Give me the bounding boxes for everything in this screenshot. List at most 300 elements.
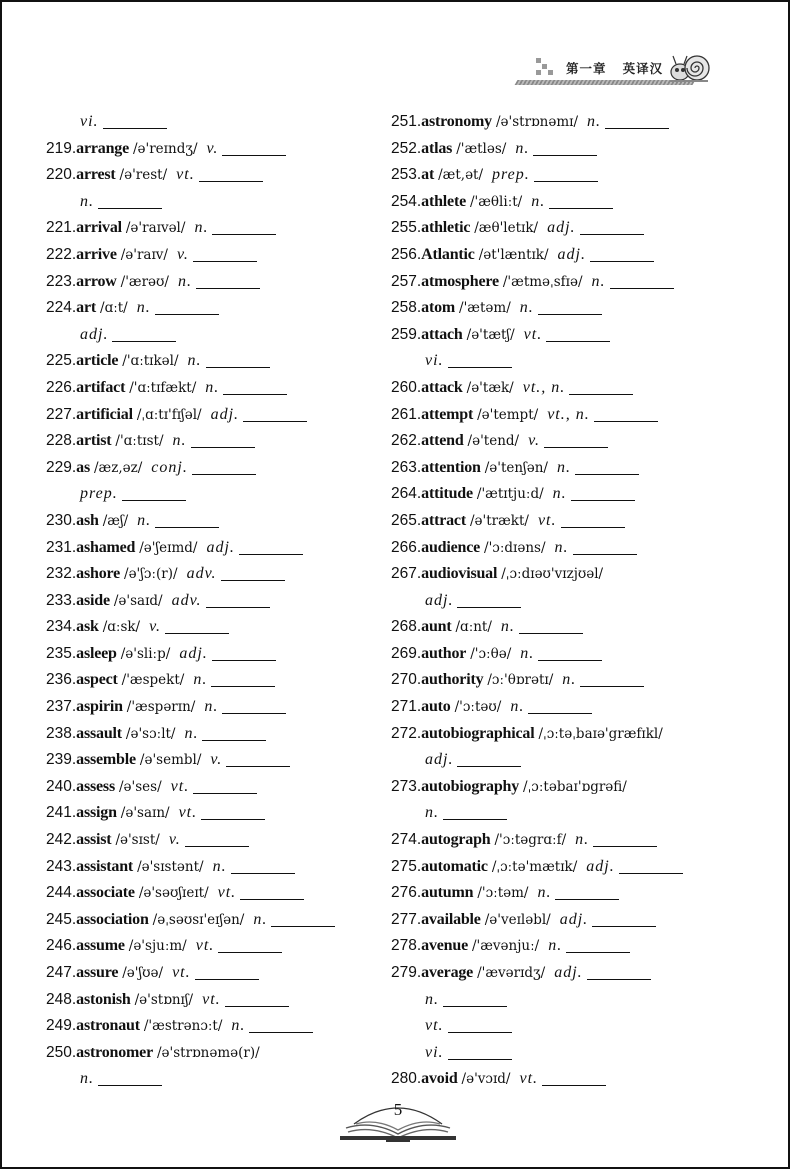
headword: article: [76, 352, 119, 370]
answer-blank[interactable]: [199, 165, 263, 182]
part-of-speech: vi.: [425, 352, 444, 370]
answer-blank[interactable]: [593, 830, 657, 847]
answer-blank[interactable]: [533, 139, 597, 156]
answer-blank[interactable]: [206, 351, 270, 368]
phonetic: /ɔː'θɒrətɪ/: [487, 672, 554, 689]
headword: available: [421, 910, 481, 928]
entry-number: 227.: [46, 405, 77, 423]
vocab-entry: [46, 773, 335, 800]
part-of-speech: n.: [204, 698, 219, 716]
headword: atmosphere: [421, 272, 499, 290]
part-of-speech: n.: [531, 192, 546, 210]
headword: arrival: [76, 219, 122, 237]
sub-definition-row: [46, 480, 335, 507]
vocab-entry: [46, 986, 335, 1013]
phonetic: /'ævənjuː/: [471, 938, 540, 955]
entry-number: 255.: [391, 219, 422, 237]
answer-blank[interactable]: [112, 325, 176, 342]
entry-number: 275.: [391, 857, 422, 875]
part-of-speech: n.: [587, 113, 602, 130]
phonetic: /'ɑːtɪkəl/: [122, 353, 179, 370]
part-of-speech: v.: [528, 432, 541, 450]
part-of-speech: n.: [425, 804, 439, 822]
answer-blank[interactable]: [519, 617, 583, 634]
phonetic: /ə'saɪd/: [113, 592, 163, 609]
vocab-entry: [46, 161, 335, 188]
entry-number: 276.: [391, 884, 422, 902]
phonetic: /'ɑːtɪfækt/: [129, 379, 197, 396]
answer-blank[interactable]: [201, 803, 265, 820]
headword: art: [76, 299, 97, 317]
answer-blank[interactable]: [587, 963, 651, 980]
part-of-speech: adj.: [559, 910, 589, 928]
answer-blank[interactable]: [538, 644, 602, 661]
headword: ashore: [76, 565, 121, 583]
sub-definition-row: [391, 1012, 683, 1039]
answer-blank[interactable]: [573, 538, 637, 555]
headword: association: [76, 910, 149, 928]
part-of-speech: conj.: [151, 458, 188, 476]
vocab-entry: [391, 268, 683, 295]
headword: attract: [421, 511, 466, 529]
answer-blank[interactable]: [580, 218, 644, 235]
headword: audience: [421, 538, 481, 556]
vocab-entry: [46, 401, 335, 428]
headword: arrange: [76, 139, 129, 157]
vocab-entry: [391, 879, 683, 906]
vocab-entry: [391, 321, 683, 348]
entry-number: 239.: [46, 751, 77, 769]
part-of-speech: n.: [519, 299, 534, 317]
sub-definition-row: [46, 1065, 335, 1092]
left-column: [46, 108, 335, 1092]
answer-blank[interactable]: [225, 990, 289, 1007]
headword: Atlantic: [421, 245, 475, 263]
answer-blank[interactable]: [193, 777, 257, 794]
vocab-entry: [391, 108, 683, 135]
phonetic: /ə'tend/: [467, 433, 520, 450]
headword: atom: [421, 299, 456, 317]
headword: automatic: [421, 857, 488, 875]
entry-number: 279.: [391, 964, 422, 981]
headword: author: [421, 644, 467, 662]
headword: assist: [76, 831, 112, 849]
answer-blank[interactable]: [457, 750, 521, 767]
entry-number: 267.: [391, 565, 422, 583]
answer-blank[interactable]: [448, 351, 512, 368]
entry-number: 237.: [46, 698, 77, 716]
entry-number: 229.: [46, 458, 77, 476]
phonetic: /ə'ʃeɪmd/: [139, 539, 198, 556]
answer-blank[interactable]: [605, 112, 669, 129]
phonetic: /ə'strɒnəmɪ/: [495, 114, 579, 130]
headword: ashamed: [76, 538, 136, 556]
headword: assume: [76, 937, 125, 955]
headword: assess: [76, 777, 115, 795]
answer-blank[interactable]: [211, 670, 275, 687]
part-of-speech: n.: [554, 538, 569, 556]
vocab-entry: [46, 534, 335, 561]
entry-number: 252.: [391, 139, 422, 157]
entry-number: 246.: [46, 937, 77, 955]
vocab-entry: [46, 214, 335, 241]
vocab-entry: [391, 906, 683, 933]
headword: autumn: [421, 884, 474, 902]
entry-number: 234.: [46, 618, 77, 636]
phonetic: /'ætməˌsfɪə/: [502, 273, 583, 290]
answer-blank[interactable]: [231, 857, 295, 874]
answer-blank[interactable]: [571, 484, 635, 501]
vocab-entry: [391, 294, 683, 321]
headword: audiovisual: [421, 565, 498, 583]
answer-blank[interactable]: [443, 990, 507, 1007]
entry-number: 225.: [46, 352, 77, 370]
headword: attach: [421, 325, 463, 343]
vocab-entry: [46, 720, 335, 747]
answer-blank[interactable]: [457, 591, 521, 608]
headword: assistant: [76, 857, 134, 875]
phonetic: /'æspərɪn/: [126, 699, 196, 716]
answer-blank[interactable]: [569, 378, 633, 395]
phonetic: /'ɔːtəm/: [477, 885, 529, 902]
sub-definition-row: [391, 1039, 683, 1066]
headword: average: [421, 964, 474, 981]
phonetic: /ˌɔːtə'mætɪk/: [491, 858, 578, 875]
entry-number: 260.: [391, 378, 422, 396]
headword: authority: [421, 671, 484, 689]
vocab-entry: [46, 347, 335, 374]
phonetic: /ə'ʃɔː(r)/: [124, 566, 178, 583]
vocab-entry: [391, 188, 683, 215]
part-of-speech: n.: [556, 458, 571, 476]
headword: attend: [421, 432, 464, 450]
answer-blank[interactable]: [122, 484, 186, 501]
part-of-speech: vt.: [176, 166, 195, 184]
vocab-entry: [391, 480, 683, 507]
page-number: 5: [393, 1100, 403, 1119]
answer-blank[interactable]: [448, 1016, 512, 1033]
phonetic: /ɑːnt/: [455, 619, 492, 636]
vocab-entry: [46, 587, 335, 614]
vocab-entry: [46, 427, 335, 454]
chapter-title: [566, 59, 663, 77]
entry-number: 277.: [391, 910, 422, 928]
phonetic: /ə'raɪvəl/: [125, 220, 186, 237]
vocab-entry: [46, 268, 335, 295]
sub-definition-row: [46, 108, 335, 135]
part-of-speech: vt.: [425, 1017, 444, 1035]
answer-blank[interactable]: [196, 272, 260, 289]
vocab-entry: [46, 135, 335, 162]
answer-blank[interactable]: [528, 697, 592, 714]
headword: ash: [76, 511, 99, 529]
part-of-speech: adj.: [206, 538, 235, 556]
part-of-speech: adj.: [557, 245, 586, 263]
vocab-entry: [391, 959, 683, 986]
phonetic: /'ɔːtəgrɑːf/: [494, 832, 567, 849]
part-of-speech: adj.: [554, 964, 583, 981]
answer-blank[interactable]: [549, 192, 613, 209]
phonetic: /æz,əz/: [94, 459, 143, 476]
answer-blank[interactable]: [226, 750, 290, 767]
phonetic: /ə'saɪn/: [120, 805, 170, 822]
part-of-speech: v.: [168, 831, 181, 849]
phonetic: /ə'tempt/: [477, 406, 539, 423]
entry-number: 242.: [46, 831, 77, 849]
phonetic: /ət'læntɪk/: [478, 246, 549, 263]
part-of-speech: vt., n.: [522, 378, 566, 396]
answer-blank[interactable]: [218, 936, 282, 953]
part-of-speech: v.: [210, 751, 223, 769]
part-of-speech: n.: [520, 644, 535, 662]
part-of-speech: vt.: [523, 325, 543, 343]
answer-blank[interactable]: [191, 431, 255, 448]
vocab-entry: [46, 826, 335, 853]
entry-number: 272.: [391, 724, 422, 742]
vocab-entry: [391, 534, 683, 561]
answer-blank[interactable]: [538, 298, 602, 315]
answer-blank[interactable]: [165, 617, 229, 634]
headword: autograph: [421, 831, 491, 849]
part-of-speech: vt.: [172, 964, 191, 981]
vocab-entry: [46, 693, 335, 720]
entry-number: 228.: [46, 432, 77, 450]
phonetic: /'ævərɪdʒ/: [477, 965, 546, 981]
phonetic: /ˌɔːdɪəʊ'vɪzjʊəl/: [501, 566, 604, 583]
vocab-entry: [46, 879, 335, 906]
entry-number: 231.: [46, 538, 77, 556]
answer-blank[interactable]: [448, 1043, 512, 1060]
sub-definition-row: [46, 321, 335, 348]
answer-blank[interactable]: [222, 139, 286, 156]
part-of-speech: n.: [205, 378, 220, 396]
entry-number: 238.: [46, 724, 77, 742]
page-footer: [336, 1098, 460, 1144]
part-of-speech: n.: [548, 937, 563, 955]
vocab-entry: [391, 560, 683, 587]
answer-blank[interactable]: [155, 511, 219, 528]
answer-blank[interactable]: [239, 538, 303, 555]
answer-blank[interactable]: [192, 458, 256, 475]
vocab-entry: [391, 853, 683, 880]
sub-definition-row: [391, 799, 683, 826]
answer-blank[interactable]: [619, 857, 683, 874]
phonetic: /'æθliːt/: [469, 193, 523, 210]
headword: assemble: [76, 751, 136, 769]
entry-number: 258.: [391, 299, 422, 317]
phonetic: /ə'sjuːm/: [128, 938, 187, 955]
vocab-entry: [391, 826, 683, 853]
part-of-speech: vi.: [425, 1043, 444, 1061]
answer-blank[interactable]: [223, 378, 287, 395]
entry-number: 220.: [46, 166, 77, 184]
vocab-entry: [46, 1012, 335, 1039]
vocab-entry: [46, 746, 335, 773]
answer-blank[interactable]: [221, 564, 285, 581]
phonetic: /ə'tætʃ/: [466, 326, 515, 343]
phonetic: /'ɔːθə/: [470, 645, 512, 662]
vocab-entry: [391, 507, 683, 534]
part-of-speech: n.: [575, 831, 590, 849]
vocab-entry: [391, 640, 683, 667]
answer-blank[interactable]: [542, 1069, 606, 1086]
answer-blank[interactable]: [546, 325, 610, 342]
headword: assign: [76, 804, 117, 822]
entry-number: 233.: [46, 591, 77, 609]
phonetic: /ə'stɒnɪʃ/: [134, 991, 194, 1008]
entry-number: 259.: [391, 325, 422, 343]
answer-blank[interactable]: [249, 1016, 313, 1033]
answer-blank[interactable]: [594, 405, 658, 422]
answer-blank[interactable]: [185, 830, 249, 847]
part-of-speech: vt.: [537, 511, 557, 529]
headword: auto: [421, 698, 451, 716]
phonetic: /ə'sɪst/: [115, 832, 160, 849]
answer-blank[interactable]: [98, 1069, 162, 1086]
entry-number: 235.: [46, 644, 77, 662]
part-of-speech: vt.: [170, 777, 190, 795]
answer-blank[interactable]: [271, 910, 335, 927]
entry-number: 268.: [391, 618, 422, 636]
entry-number: 245.: [46, 910, 77, 928]
vocab-entry: [46, 374, 335, 401]
part-of-speech: adj.: [547, 219, 576, 237]
vocab-entry: [391, 401, 683, 428]
answer-blank[interactable]: [195, 963, 259, 980]
vocab-entry: [391, 427, 683, 454]
answer-blank[interactable]: [240, 883, 304, 900]
vocab-entry: [46, 613, 335, 640]
entry-number: 253.: [391, 166, 422, 184]
entry-number: 278.: [391, 937, 422, 955]
part-of-speech: n.: [184, 724, 199, 742]
part-of-speech: n.: [137, 511, 152, 529]
answer-blank[interactable]: [555, 883, 619, 900]
part-of-speech: v.: [176, 245, 189, 263]
entry-number: 221.: [46, 219, 77, 237]
headword: assure: [76, 964, 119, 981]
phonetic: /'ɔːdɪəns/: [484, 539, 546, 556]
vocab-entry: [46, 507, 335, 534]
phonetic: /ə'ses/: [118, 778, 162, 795]
answer-blank[interactable]: [206, 591, 270, 608]
right-column: [391, 108, 683, 1092]
vocab-entry: [391, 693, 683, 720]
headword: avoid: [421, 1070, 458, 1088]
entry-number: 274.: [391, 831, 422, 849]
phonetic: /'ætɪtjuːd/: [476, 486, 544, 503]
headword: artificial: [76, 405, 133, 423]
part-of-speech: vt.: [202, 990, 221, 1008]
answer-blank[interactable]: [561, 511, 625, 528]
answer-blank[interactable]: [155, 298, 219, 315]
headword: attitude: [421, 485, 473, 503]
phonetic: /ə'tæk/: [466, 379, 514, 396]
part-of-speech: n.: [194, 219, 209, 237]
phonetic: /'æstrənɔːt/: [143, 1018, 223, 1035]
answer-blank[interactable]: [575, 458, 639, 475]
headword: associate: [76, 884, 135, 902]
part-of-speech: adj.: [586, 857, 615, 875]
entry-number: 266.: [391, 538, 422, 556]
part-of-speech: vt.: [195, 937, 215, 955]
part-of-speech: adv.: [171, 591, 202, 609]
vocab-entry: [46, 560, 335, 587]
entry-number: 222.: [46, 245, 77, 263]
headword: atlas: [421, 139, 453, 157]
phonetic: /'ɔːtəʊ/: [454, 699, 502, 716]
headword: astronomy: [421, 113, 492, 130]
section-label: 英译汉: [622, 61, 664, 76]
headword: artifact: [76, 378, 126, 396]
vocab-entry: [46, 959, 335, 986]
entry-number: 240.: [46, 777, 77, 795]
answer-blank[interactable]: [212, 644, 276, 661]
part-of-speech: n.: [425, 990, 439, 1008]
phonetic: /'ɑːtɪst/: [115, 433, 164, 450]
vocab-entry: [46, 241, 335, 268]
part-of-speech: n.: [591, 272, 606, 290]
answer-blank[interactable]: [590, 245, 654, 262]
entry-number: 243.: [46, 857, 77, 875]
phonetic: /ə'sliːp/: [120, 645, 171, 662]
entry-number: 236.: [46, 671, 77, 689]
phonetic: /æθ'letɪk/: [474, 220, 539, 237]
headword: aspect: [76, 671, 118, 689]
checker-decoration-icon: [536, 58, 554, 76]
part-of-speech: n.: [500, 618, 515, 636]
phonetic: /ˌɔːtəbaɪ'ɒgrəfi/: [523, 778, 627, 795]
answer-blank[interactable]: [193, 245, 257, 262]
part-of-speech: vi.: [80, 113, 99, 130]
part-of-speech: n.: [80, 192, 94, 210]
part-of-speech: vt.: [217, 884, 237, 902]
answer-blank[interactable]: [243, 405, 307, 422]
headword: aside: [76, 591, 110, 609]
answer-blank[interactable]: [222, 697, 286, 714]
entry-number: 273.: [391, 777, 422, 795]
part-of-speech: adj.: [425, 751, 454, 769]
answer-blank[interactable]: [566, 936, 630, 953]
part-of-speech: adj.: [80, 325, 109, 343]
headword: asleep: [76, 644, 117, 662]
entry-number: 257.: [391, 272, 422, 290]
part-of-speech: vt., n.: [547, 405, 590, 423]
vocab-entry: [391, 214, 683, 241]
headword: autobiography: [421, 777, 520, 795]
vocab-entry: [46, 294, 335, 321]
answer-blank[interactable]: [580, 670, 644, 687]
vocab-entry: [46, 640, 335, 667]
entry-number: 271.: [391, 698, 422, 716]
answer-blank[interactable]: [443, 803, 507, 820]
entry-number: 230.: [46, 511, 77, 529]
vocab-entry: [391, 161, 683, 188]
answer-blank[interactable]: [544, 431, 608, 448]
entry-number: 269.: [391, 644, 422, 662]
answer-blank[interactable]: [610, 272, 674, 289]
answer-blank[interactable]: [103, 112, 167, 129]
vocab-entry: [391, 454, 683, 481]
part-of-speech: n.: [177, 272, 192, 290]
answer-blank[interactable]: [534, 165, 598, 182]
headword: athlete: [421, 192, 466, 210]
answer-blank[interactable]: [592, 910, 656, 927]
answer-blank[interactable]: [212, 218, 276, 235]
part-of-speech: prep.: [492, 166, 530, 184]
answer-blank[interactable]: [202, 724, 266, 741]
answer-blank[interactable]: [98, 192, 162, 209]
